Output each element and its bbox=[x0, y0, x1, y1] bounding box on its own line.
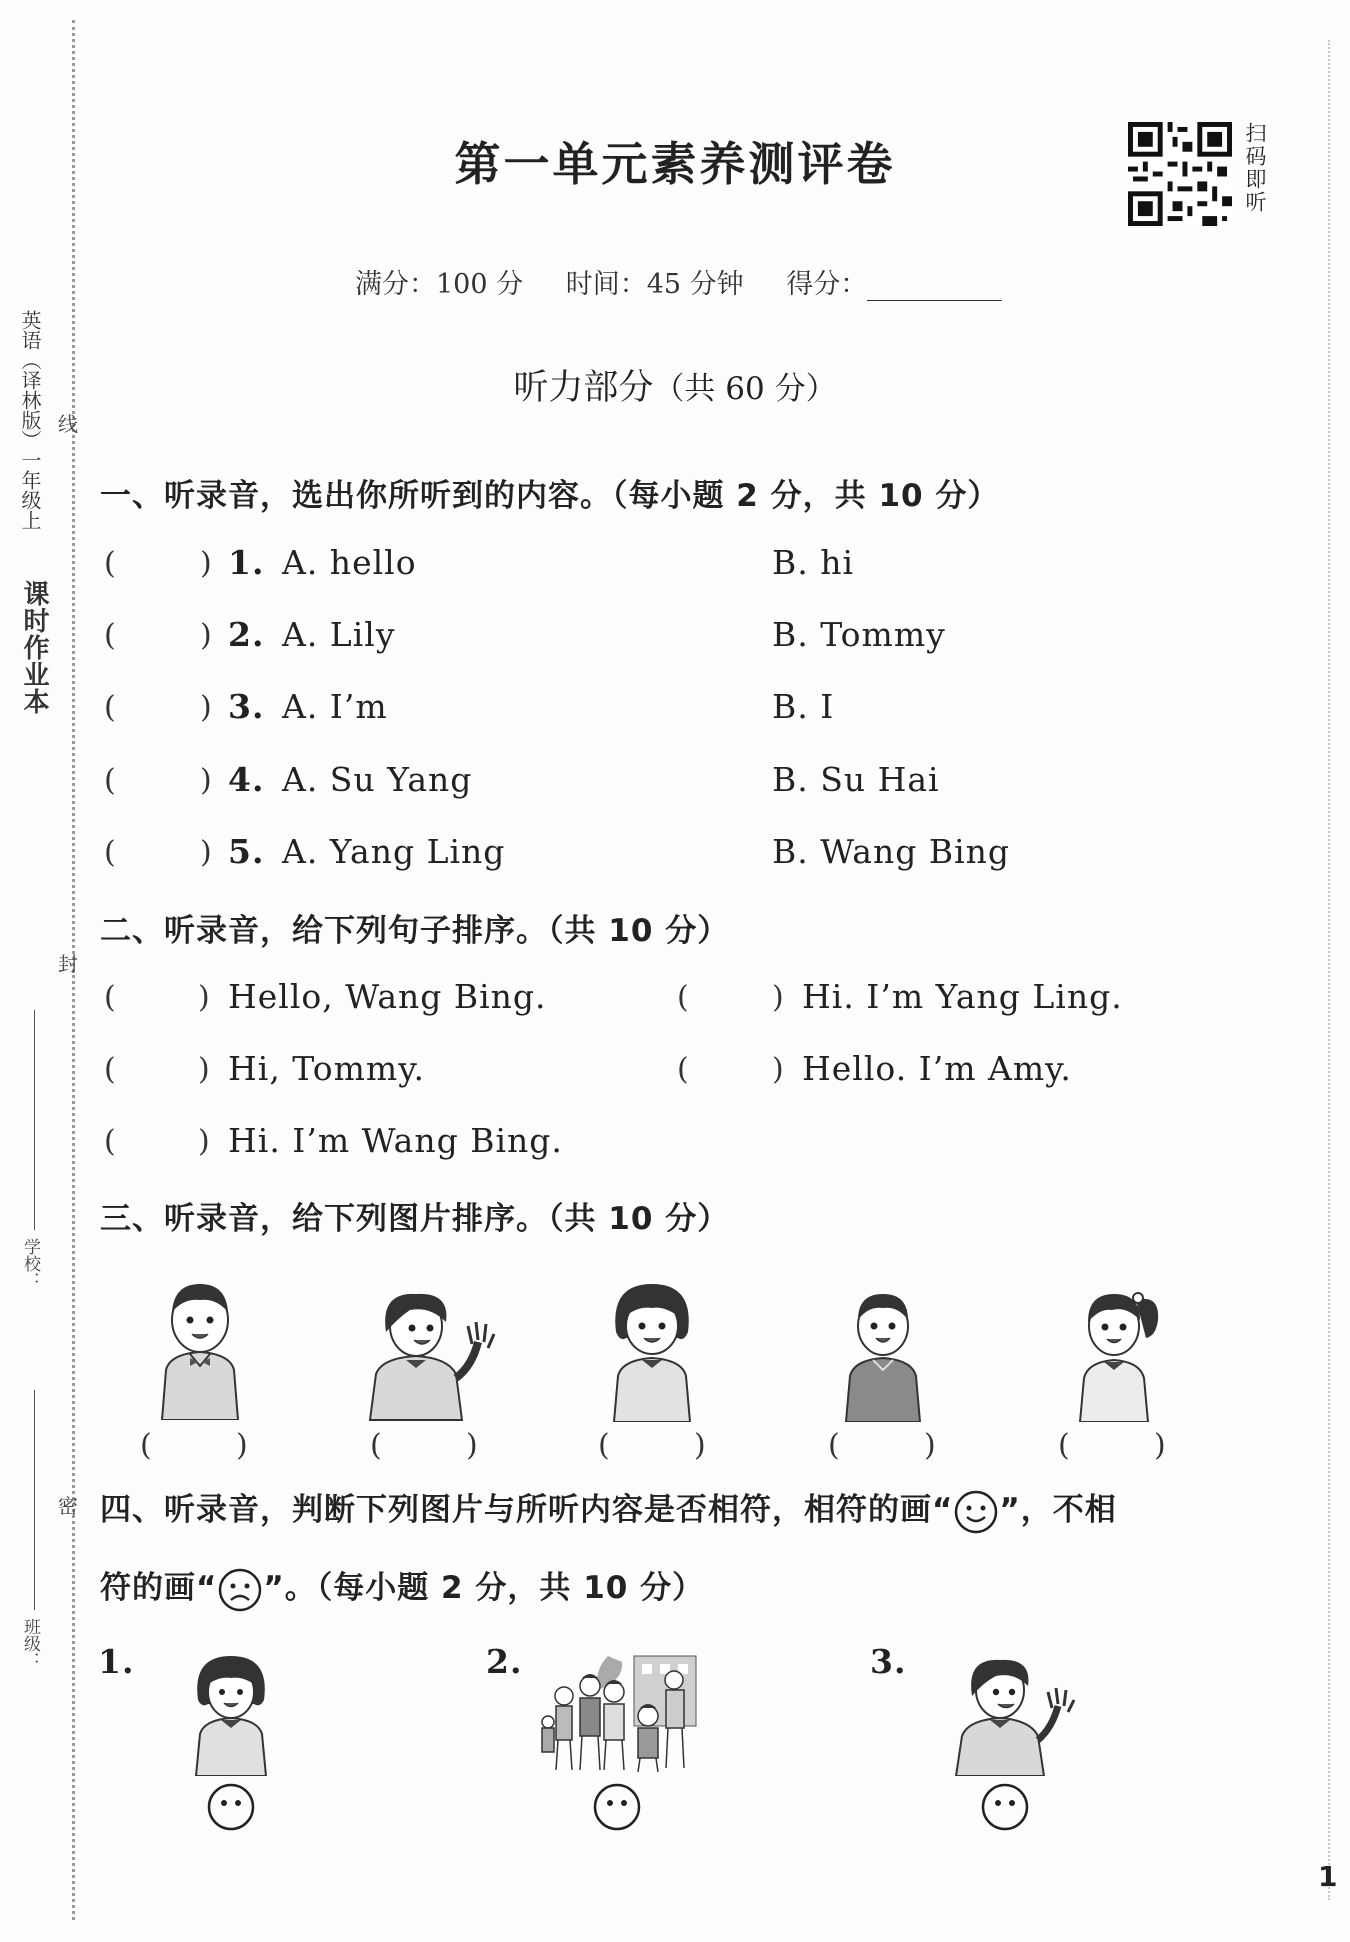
picture-order-paren-open[interactable]: ( bbox=[140, 1428, 152, 1463]
school-field-label: 学校： bbox=[20, 1238, 40, 1289]
s1-option-a: A. Yang Ling bbox=[282, 832, 506, 871]
section4-heading-text: 符的画“ bbox=[100, 1570, 218, 1606]
picture-order-paren-close: ) bbox=[924, 1428, 936, 1463]
boy-dark-shirt-picture bbox=[828, 1280, 938, 1422]
answer-paren-open[interactable]: ( bbox=[104, 980, 116, 1015]
answer-paren-open[interactable]: ( bbox=[677, 980, 689, 1015]
answer-paren-close: ) bbox=[772, 980, 784, 1015]
s1-item-num: 3. bbox=[228, 687, 265, 726]
answer-paren-open[interactable]: ( bbox=[104, 690, 116, 725]
section4-heading-text: ”，不相 bbox=[999, 1492, 1117, 1528]
girl-standing-picture bbox=[176, 1646, 286, 1776]
section2-heading: 二、听录音，给下列句子排序。（共 10 分） bbox=[100, 913, 730, 949]
class-field-line[interactable] bbox=[34, 1390, 35, 1610]
full-score-text: 满分：100 分 bbox=[355, 269, 524, 300]
s1-option-a: A. Lily bbox=[282, 615, 396, 654]
smiley-face-icon bbox=[953, 1489, 999, 1535]
s1-option-a: A. Su Yang bbox=[282, 760, 473, 799]
s2-sentence: Hello, Wang Bing. bbox=[228, 977, 547, 1016]
s1-item-num: 1. bbox=[228, 543, 265, 582]
part-title-text: 听力部分 bbox=[513, 368, 654, 408]
qr-scan-label: 扫码即听 bbox=[1243, 122, 1267, 214]
right-edge-dotted-line bbox=[1328, 40, 1330, 1900]
s1-option-b: B. I bbox=[772, 687, 835, 726]
score-label: 得分： bbox=[786, 269, 868, 300]
answer-paren-close: ) bbox=[200, 835, 212, 870]
school-field-line[interactable] bbox=[34, 1010, 35, 1230]
answer-paren-close: ) bbox=[200, 763, 212, 798]
picture-order-paren-close: ) bbox=[236, 1428, 248, 1463]
exam-meta bbox=[355, 262, 1036, 301]
s1-option-b: B. Su Hai bbox=[772, 760, 940, 799]
answer-paren-open[interactable]: ( bbox=[104, 835, 116, 870]
answer-paren-close: ) bbox=[772, 1052, 784, 1087]
answer-paren-open[interactable]: ( bbox=[104, 618, 116, 653]
part-points: （共 60 分） bbox=[653, 371, 837, 407]
section3-heading: 三、听录音，给下列图片排序。（共 10 分） bbox=[100, 1201, 730, 1237]
answer-paren-close: ) bbox=[198, 1124, 210, 1159]
section4-heading-text: ”。（每小题 2 分，共 10 分） bbox=[263, 1570, 705, 1606]
margin-mark-xian: 线 bbox=[58, 412, 78, 436]
s1-item-num: 5. bbox=[228, 832, 265, 871]
brand-vertical-text: 课时作业本 bbox=[19, 580, 49, 715]
answer-paren-open[interactable]: ( bbox=[104, 546, 116, 581]
picture-order-paren-close: ) bbox=[466, 1428, 478, 1463]
s2-sentence: Hi, Tommy. bbox=[228, 1049, 425, 1088]
answer-face-icon[interactable] bbox=[592, 1782, 642, 1832]
s1-option-b: B. hi bbox=[772, 543, 855, 582]
margin-mark-feng: 封 bbox=[58, 952, 78, 976]
part-title bbox=[0, 360, 1350, 410]
answer-face-icon[interactable] bbox=[206, 1782, 256, 1832]
s2-sentence: Hi. I’m Wang Bing. bbox=[228, 1121, 563, 1160]
s4-item-num: 1. bbox=[98, 1642, 135, 1681]
score-blank[interactable] bbox=[867, 272, 1002, 301]
girl-waving-picture bbox=[360, 1282, 510, 1422]
s1-option-b: B. Tommy bbox=[772, 615, 946, 654]
s1-item-num: 4. bbox=[228, 760, 265, 799]
answer-paren-close: ) bbox=[200, 690, 212, 725]
picture-order-paren-open[interactable]: ( bbox=[828, 1428, 840, 1463]
sad-face-icon bbox=[217, 1567, 263, 1613]
picture-order-paren-close: ) bbox=[1154, 1428, 1166, 1463]
girl-waving-picture bbox=[948, 1650, 1078, 1776]
picture-order-paren-open[interactable]: ( bbox=[1058, 1428, 1070, 1463]
class-field-label: 班级： bbox=[20, 1618, 40, 1669]
book-vertical-text: 英语（译林版）一年级上 bbox=[18, 310, 42, 530]
s1-option-a: A. hello bbox=[282, 543, 417, 582]
answer-paren-close: ) bbox=[200, 618, 212, 653]
s2-sentence: Hi. I’m Yang Ling. bbox=[802, 977, 1123, 1016]
page-number: 1 bbox=[1318, 1860, 1338, 1893]
boy-short-hair-picture bbox=[140, 1270, 260, 1420]
answer-paren-open[interactable]: ( bbox=[677, 1052, 689, 1087]
s1-item-num: 2. bbox=[228, 615, 265, 654]
picture-order-paren-open[interactable]: ( bbox=[370, 1428, 382, 1463]
answer-paren-close: ) bbox=[198, 980, 210, 1015]
answer-paren-close: ) bbox=[198, 1052, 210, 1087]
page-title: 第一单元素养测评卷 bbox=[454, 137, 896, 191]
section4-heading-text: 四、听录音，判断下列图片与所听内容是否相符，相符的画“ bbox=[100, 1492, 954, 1528]
answer-paren-open[interactable]: ( bbox=[104, 1124, 116, 1159]
answer-paren-open[interactable]: ( bbox=[104, 763, 116, 798]
answer-face-icon[interactable] bbox=[980, 1782, 1030, 1832]
margin-mark-mi: 密 bbox=[58, 1494, 78, 1518]
qr-code-icon[interactable] bbox=[1128, 122, 1232, 226]
girl-bob-hair-picture bbox=[592, 1272, 712, 1422]
s4-item-num: 3. bbox=[870, 1642, 907, 1681]
group-of-children-picture bbox=[538, 1650, 700, 1776]
picture-order-paren-close: ) bbox=[694, 1428, 706, 1463]
section4-heading-line1 bbox=[100, 1484, 1117, 1535]
answer-paren-close: ) bbox=[200, 546, 212, 581]
time-text: 时间：45 分钟 bbox=[565, 269, 744, 300]
girl-ponytail-picture bbox=[1056, 1276, 1176, 1422]
s2-sentence: Hello. I’m Amy. bbox=[802, 1049, 1072, 1088]
section4-heading-line2 bbox=[100, 1562, 704, 1613]
s1-option-b: B. Wang Bing bbox=[772, 832, 1011, 871]
answer-paren-open[interactable]: ( bbox=[104, 1052, 116, 1087]
section1-heading: 一、听录音，选出你所听到的内容。（每小题 2 分，共 10 分） bbox=[100, 478, 1000, 514]
picture-order-paren-open[interactable]: ( bbox=[598, 1428, 610, 1463]
s4-item-num: 2. bbox=[486, 1642, 523, 1681]
s1-option-a: A. I’m bbox=[282, 687, 388, 726]
